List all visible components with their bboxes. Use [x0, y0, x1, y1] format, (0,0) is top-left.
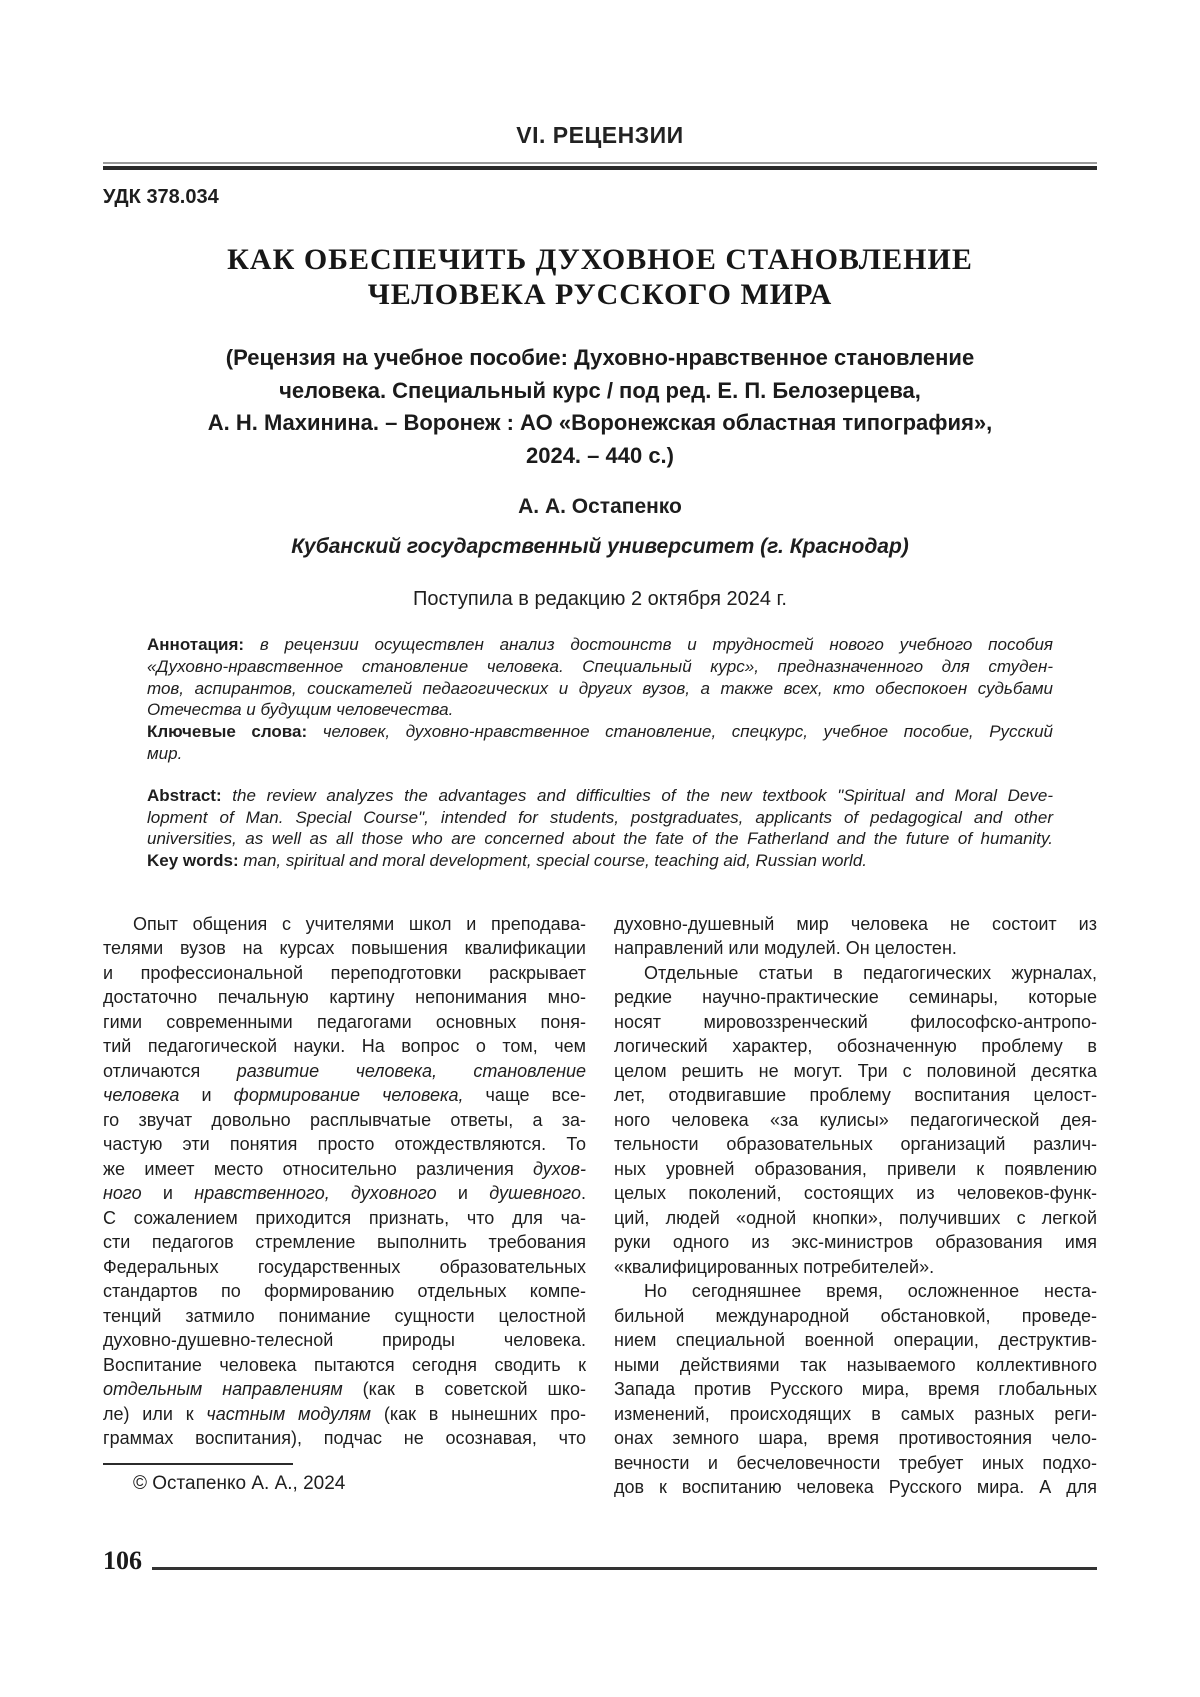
text-line: го звучат довольно расплывчатые ответы, а за- — [103, 1109, 586, 1130]
article-subtitle-line-4: 2024. – 440 с.) — [525, 442, 674, 468]
text-line: Отечества и будущим человечества. — [147, 700, 454, 720]
text-line: ле) или к частным модулям (как в нынешних про- — [103, 1403, 586, 1424]
text-line: Но сегодняшнее время, осложненное неста- — [644, 1281, 1097, 1302]
author-name: А. А. Остапенко — [518, 495, 682, 518]
text-line: лет, отодвигавшие проблему воспитания целост- — [614, 1085, 1097, 1106]
page-footer — [103, 1546, 1097, 1576]
body-left-column-text — [103, 912, 586, 1451]
text-line: бильной международной обстановкой, проведе- — [614, 1305, 1097, 1326]
text-line: достаточно печальную картину непонимания мно- — [103, 987, 586, 1008]
text-line: вечности и бесчеловечности требует иных подхо- — [614, 1452, 1097, 1473]
text-line: граммах воспитания), подчас не осознавая, что — [103, 1428, 586, 1449]
text-line: ными действиями так называемого коллективного — [614, 1354, 1097, 1375]
text-line: тов, аспирантов, соискателей педагогических и других вузов, а также всех, кто обеспокоен судьбами — [147, 678, 1053, 698]
text-line: «Духовно-нравственное становление человека. Специальный курс», предназначенного для студен- — [147, 656, 1053, 676]
text-line: ных уровней образования, привели к появлению — [614, 1158, 1097, 1179]
text-line: Аннотация: в рецензии осуществлен анализ достоинств и трудностей нового учебного пособия — [147, 635, 1053, 654]
text-line: целых поколений, состоящих из человеков-функ- — [614, 1183, 1097, 1204]
text-line: нием специальной военной операции, деструктив- — [614, 1330, 1097, 1351]
text-line: телями вузов на курсах повышения квалификации — [103, 938, 586, 959]
article-subtitle-line-3: А. Н. Махинина. – Воронеж : АО «Воронежская областная типография», — [207, 410, 993, 435]
body-right-column-text — [614, 912, 1097, 1500]
body-columns — [103, 912, 1097, 1500]
text-line: Федеральных государственных образовательных — [103, 1256, 586, 1277]
article-title-line-2: ЧЕЛОВЕКА РУССКОГО МИРА — [367, 278, 833, 311]
text-line: редкие научно-практические семинары, которые — [614, 987, 1097, 1008]
text-line: lopment of Man. Special Course", intended for students, postgraduates, applicants of pedagogical and other — [147, 807, 1053, 827]
text-line: стандартов по формированию отдельных компе- — [103, 1281, 586, 1302]
text-line: ного человека «за кулисы» педагогической дея- — [614, 1109, 1097, 1130]
text-line: С сожалением приходится признать, что для ча- — [103, 1207, 586, 1228]
text-line: человека и формирование человека, чаще все- — [103, 1085, 586, 1106]
text-line: Abstract: the review analyzes the advantages and difficulties of the new textbook "Spiritual and Moral Deve- — [147, 785, 1053, 805]
udc-label: УДК 378.034 — [103, 186, 219, 208]
affiliation: Кубанский государственный университет (г. Краснодар) — [291, 535, 909, 558]
text-line: universities, as well as all those who are concerned about the fate of the Fatherland and the future of humanity. — [147, 829, 1053, 849]
body-left-column — [103, 912, 586, 1500]
text-line: мир. — [147, 743, 183, 763]
article-subtitle-line-2: человека. Специальный курс / под ред. Е. П. Белозерцева, — [279, 377, 921, 403]
text-line: и профессиональной переподготовки раскрывает — [103, 962, 586, 983]
text-line: сти педагогов стремление выполнить требования — [103, 1232, 586, 1253]
text-line: «квалифицированных потребителей». — [614, 1256, 935, 1277]
article-title-line-1: КАК ОБЕСПЕЧИТЬ ДУХОВНОЕ СТАНОВЛЕНИЕ — [227, 243, 973, 276]
annotation-block — [147, 634, 1053, 765]
text-line: логический характер, обозначенную проблему в — [614, 1036, 1097, 1057]
copyright-note: © Остапенко А. А., 2024 — [133, 1472, 346, 1494]
text-line: Опыт общения с учителями школ и преподава- — [133, 913, 586, 934]
text-line: тельности образовательных организаций различ- — [614, 1134, 1097, 1155]
text-line: руки одного из экс-министров образования имя — [614, 1232, 1097, 1253]
section-header: VI. РЕЦЕНЗИИ — [516, 122, 684, 148]
header-rule — [103, 162, 1097, 170]
text-line: направлений или модулей. Он целостен. — [614, 938, 957, 959]
article-title — [103, 242, 1097, 312]
text-line: Запада против Русского мира, время глобальных — [614, 1379, 1097, 1400]
text-line: изменений, происходящих в самых разных реги- — [614, 1403, 1097, 1424]
text-line: целом решить не могут. Три с половиной десятка — [614, 1060, 1097, 1081]
received-date: Поступила в редакцию 2 октября 2024 г. — [413, 588, 787, 610]
text-line: гими современными педагогами основных поня- — [103, 1011, 586, 1032]
text-line: отдельным направлениям (как в советской шко- — [103, 1379, 586, 1400]
footer-rule — [152, 1567, 1097, 1570]
text-line: ного и нравственного, духовного и душевного. — [103, 1183, 587, 1204]
text-line: тий педагогической науки. На вопрос о том, чем — [103, 1036, 586, 1057]
text-line: отличаются развитие человека, становление — [103, 1060, 587, 1081]
text-line: духовно-душевно-телесной природы человека. — [103, 1330, 586, 1351]
text-line: частую эти понятия просто отождествляются. То — [103, 1134, 586, 1155]
text-line: дов к воспитанию человека Русского мира. А для — [614, 1477, 1097, 1498]
abstract-block — [147, 785, 1053, 872]
text-line: носят мировоззренческий философско-антропо- — [614, 1011, 1097, 1032]
text-line: онах земного шара, время противостояния чело- — [614, 1428, 1097, 1449]
text-line: ций, людей «одной кнопки», получивших с легкой — [614, 1207, 1097, 1228]
body-right-column — [614, 912, 1097, 1500]
text-line: духовно-душевный мир человека не состоит из — [614, 913, 1097, 934]
article-subtitle — [103, 342, 1097, 472]
text-line: же имеет место относительно различения духов- — [103, 1158, 586, 1179]
text-line: Воспитание человека пытаются сегодня сводить к — [103, 1354, 586, 1375]
footnote-rule — [103, 1463, 293, 1465]
text-line: Key words: man, spiritual and moral development, special course, teaching aid, Russian world. — [147, 851, 868, 871]
article-subtitle-line-1: (Рецензия на учебное пособие: Духовно-нравственное становление — [225, 345, 975, 370]
text-line: тенций затмило понимание сущности целостной — [103, 1305, 586, 1326]
text-line: Отдельные статьи в педагогических журналах, — [644, 962, 1097, 983]
page-number: 106 — [103, 1545, 142, 1575]
text-line: Ключевые слова: человек, духовно-нравственное становление, спецкурс, учебное пособие, Русский — [147, 722, 1053, 742]
